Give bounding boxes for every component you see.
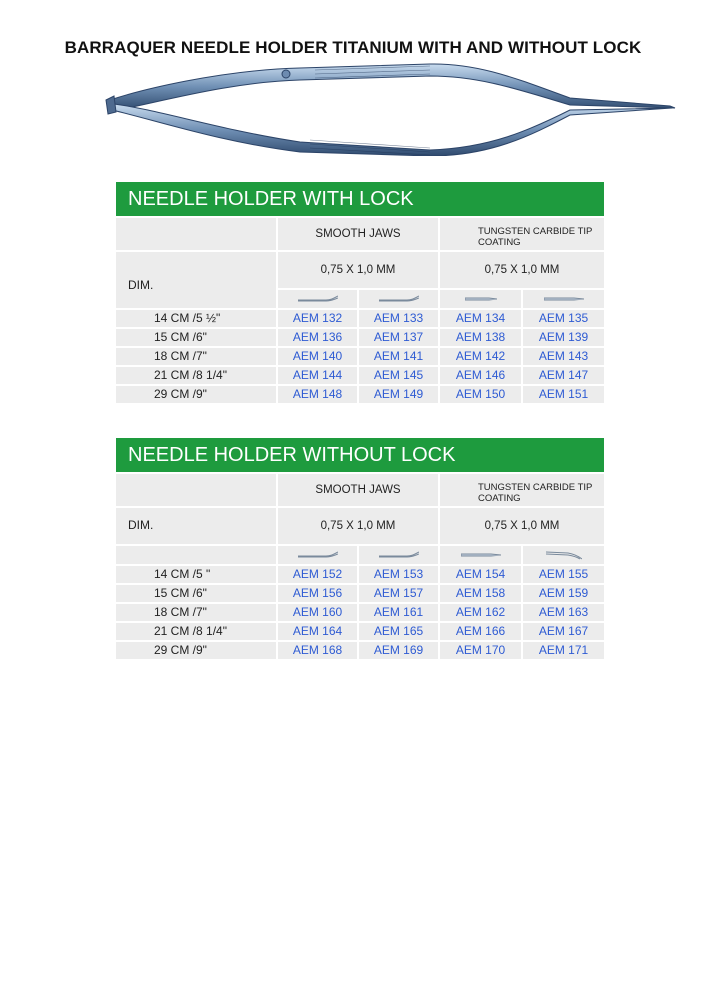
blank-cell: [116, 218, 276, 250]
product-code: AEM 139: [523, 329, 604, 346]
product-code: AEM 169: [359, 642, 438, 659]
product-code: AEM 167: [523, 623, 604, 640]
curved-tip-icon: [379, 295, 419, 303]
product-code: AEM 150: [440, 386, 521, 403]
product-code: AEM 162: [440, 604, 521, 621]
product-code: AEM 146: [440, 367, 521, 384]
curved-tip-icon: [379, 551, 419, 559]
group-smooth-jaws: SMOOTH JAWS: [278, 218, 438, 250]
product-code: AEM 140: [278, 348, 357, 365]
table-grid: [116, 216, 604, 406]
straight-tip-icon: [461, 551, 501, 559]
curved-tip-icon: [546, 550, 582, 560]
product-code: AEM 168: [278, 642, 357, 659]
product-code: AEM 153: [359, 566, 438, 583]
product-code: AEM 166: [440, 623, 521, 640]
product-code: AEM 159: [523, 585, 604, 602]
tip-cell: [278, 290, 357, 308]
product-code: AEM 149: [359, 386, 438, 403]
size-cell: 21 CM /8 1/4": [116, 367, 276, 384]
product-code: AEM 144: [278, 367, 357, 384]
product-code: AEM 171: [523, 642, 604, 659]
table-header: NEEDLE HOLDER WITHOUT LOCK: [116, 438, 604, 472]
product-code: AEM 145: [359, 367, 438, 384]
straight-tip-icon: [544, 295, 584, 303]
product-code: AEM 138: [440, 329, 521, 346]
product-code: AEM 155: [523, 566, 604, 583]
page-title: BARRAQUER NEEDLE HOLDER TITANIUM WITH AND WITHOUT LOCK: [64, 38, 642, 57]
size-cell: 14 CM /5 ½": [116, 310, 276, 327]
product-code: AEM 154: [440, 566, 521, 583]
tip-cell: [359, 546, 438, 564]
product-code: AEM 148: [278, 386, 357, 403]
product-code: AEM 156: [278, 585, 357, 602]
dim-smooth: 0,75 X 1,0 MM: [278, 252, 438, 288]
product-code: AEM 147: [523, 367, 604, 384]
product-code: AEM 158: [440, 585, 521, 602]
group-tungsten: TUNGSTEN CARBIDE TIP COATING: [440, 218, 604, 250]
size-cell: 18 CM /7": [116, 604, 276, 621]
blank-cell: [116, 474, 276, 506]
group-tungsten: TUNGSTEN CARBIDE TIP COATING: [440, 474, 604, 506]
size-cell: 18 CM /7": [116, 348, 276, 365]
dim-tungsten: 0,75 X 1,0 MM: [440, 252, 604, 288]
tip-cell: [440, 290, 521, 308]
curved-tip-icon: [298, 295, 338, 303]
size-cell: 29 CM /9": [116, 642, 276, 659]
product-code: AEM 133: [359, 310, 438, 327]
product-code: AEM 151: [523, 386, 604, 403]
dim-smooth: 0,75 X 1,0 MM: [278, 508, 438, 544]
size-cell: 29 CM /9": [116, 386, 276, 403]
tip-cell: [440, 546, 521, 564]
needle-holder-image: [100, 60, 680, 156]
blank-cell: [116, 546, 276, 564]
size-cell: 14 CM /5 ": [116, 566, 276, 583]
group-smooth-jaws: SMOOTH JAWS: [278, 474, 438, 506]
dim-label: DIM.: [116, 508, 276, 544]
tip-cell: [523, 546, 604, 564]
table-grid: [116, 472, 604, 662]
table-without-lock: [116, 438, 604, 662]
product-code: AEM 165: [359, 623, 438, 640]
size-cell: 15 CM /6": [116, 329, 276, 346]
product-code: AEM 164: [278, 623, 357, 640]
table-header: NEEDLE HOLDER WITH LOCK: [116, 182, 604, 216]
product-code: AEM 161: [359, 604, 438, 621]
size-cell: 15 CM /6": [116, 585, 276, 602]
product-code: AEM 136: [278, 329, 357, 346]
product-code: AEM 142: [440, 348, 521, 365]
product-code: AEM 170: [440, 642, 521, 659]
product-code: AEM 160: [278, 604, 357, 621]
dim-tungsten: 0,75 X 1,0 MM: [440, 508, 604, 544]
product-code: AEM 143: [523, 348, 604, 365]
table-with-lock: [116, 182, 604, 406]
product-code: AEM 135: [523, 310, 604, 327]
tip-cell: [278, 546, 357, 564]
dim-label: DIM.: [116, 252, 276, 308]
tip-cell: [523, 290, 604, 308]
product-code: AEM 132: [278, 310, 357, 327]
straight-tip-icon: [465, 295, 497, 303]
product-code: AEM 137: [359, 329, 438, 346]
product-code: AEM 141: [359, 348, 438, 365]
product-code: AEM 134: [440, 310, 521, 327]
product-code: AEM 163: [523, 604, 604, 621]
product-code: AEM 157: [359, 585, 438, 602]
tip-cell: [359, 290, 438, 308]
product-code: AEM 152: [278, 566, 357, 583]
curved-tip-icon: [298, 551, 338, 559]
size-cell: 21 CM /8 1/4": [116, 623, 276, 640]
